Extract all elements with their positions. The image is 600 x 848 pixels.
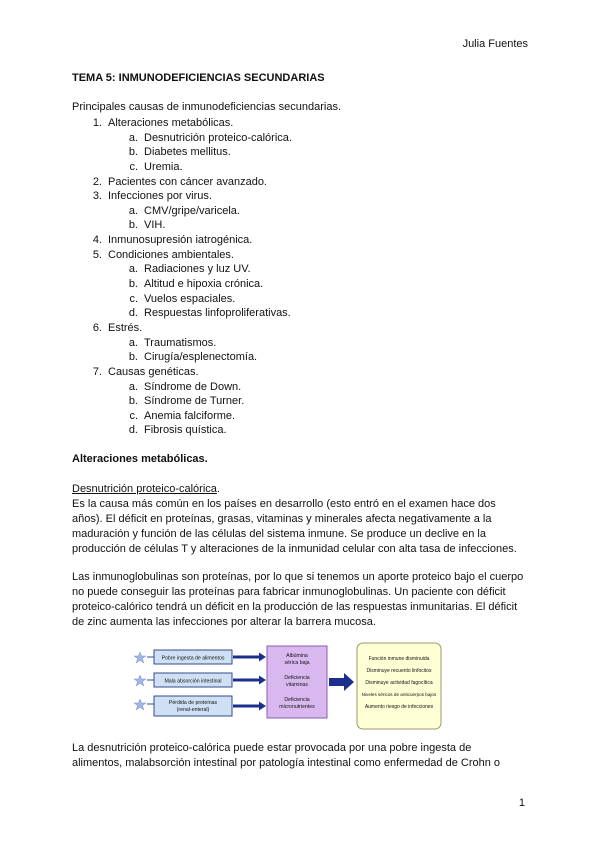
arrow — [329, 673, 354, 691]
list-subitem: b. Diabetes mellitus. — [128, 146, 231, 159]
paragraph-line: maduración y función de las células del sistema inmune. Se produce un declive en la — [72, 528, 486, 540]
cause-label: Pobre ingesta de alimentos — [161, 655, 225, 662]
paragraph-line: proteico-calórico tendrá un déficit en la producción de las respuestas inmunitarias. El déficit — [72, 601, 518, 613]
cause-label: (renal-enteral) — [176, 707, 210, 713]
paragraph-line: producción de células T y alteraciones de la inmunidad celular con alta tasa de infecciones. — [72, 543, 517, 555]
list-item: 2. Pacientes con cáncer avanzado. — [92, 175, 267, 188]
list-item: 3. Infecciones por virus. — [92, 190, 212, 203]
list-item: 5. Condiciones ambientales. — [92, 248, 234, 261]
list-item: 4. Inmunosupresión iatrogénica. — [92, 234, 253, 247]
list-subitem: a. Desnutrición proteico-calórica. — [128, 131, 292, 144]
list-subitem: a. Síndrome de Down. — [128, 380, 242, 393]
arrow — [233, 702, 266, 711]
page-number: 1 — [518, 797, 525, 809]
list-subitem: a. Traumatismos. — [128, 336, 217, 349]
paragraph-line: alimentos, malabsorción intestinal por patología intestinal como enfermedad de Crohn o — [72, 757, 501, 769]
paragraph-line: La desnutrición proteico-calórica puede estar provocada por una pobre ingesta de — [72, 742, 472, 754]
document-title: TEMA 5: INMUNODEFICIENCIAS SECUNDARIAS — [72, 72, 325, 84]
causes-list — [0, 116, 600, 438]
list-subitem: b. Síndrome de Turner. — [128, 395, 245, 408]
list-item: 7. Causas genéticas. — [92, 365, 199, 378]
list-subitem: b. Altitud e hipoxia crónica. — [128, 278, 264, 291]
effect-label: Disminuye recuento linfocitos — [366, 668, 432, 674]
malnutrition-diagram — [132, 640, 444, 732]
cause-box — [154, 696, 232, 716]
star-icon — [134, 699, 146, 710]
list-subitem: a. Radiaciones y luz UV. — [128, 263, 251, 276]
paragraph-2 — [72, 570, 532, 630]
deficit-label: Albúmina — [286, 653, 308, 659]
list-subitem: d. Respuestas linfoproliferativas. — [128, 307, 291, 320]
arrow — [233, 676, 266, 685]
paragraph-line: Es la causa más común en los países en desarrollo (esto entró en el examen hace dos — [72, 498, 496, 510]
star-icon — [134, 652, 146, 663]
list-subitem: b. VIH. — [128, 219, 166, 232]
list-subitem: c. Uremia. — [129, 160, 183, 173]
deficit-label: sérica baja — [284, 660, 310, 666]
paragraph-line: no puede conseguir las proteínas para fabricar inmunoglobulinas. Un paciente con déficit — [72, 586, 506, 598]
paragraph-line: Las inmunoglobulinas son proteínas, por lo que si tenemos un aporte proteico bajo el cuerpo — [72, 571, 524, 583]
deficit-label: Deficiencia — [284, 697, 310, 703]
list-subitem: c. Vuelos espaciales. — [129, 292, 236, 305]
deficit-label: micronutrientes — [279, 704, 315, 710]
effect-label: Niveles séricos de anticuerpos bajos — [361, 692, 437, 697]
paragraph-line: años). El déficit en proteínas, grasas, vitaminas y minerales afecta negativamente a la — [72, 513, 492, 525]
paragraph-line: de zinc aumenta las infecciones por alterar la barrera mucosa. — [72, 616, 376, 628]
effect-label: Aumento riesgo de infecciones — [364, 704, 434, 710]
arrow — [233, 653, 266, 662]
section-title: Alteraciones metabólicas. — [72, 453, 208, 465]
list-item: 1. Alteraciones metabólicas. — [92, 117, 234, 129]
effect-label: Función inmune disminuida — [368, 656, 430, 662]
cause-label: Pérdida de proteínas — [168, 700, 218, 706]
list-item: 6. Estrés. — [92, 321, 143, 334]
paragraph-1 — [72, 497, 532, 557]
star-icon — [134, 675, 146, 686]
list-subitem: b. Cirugía/esplenectomía. — [128, 351, 258, 364]
list-subitem: a. CMV/gripe/varicela. — [128, 204, 240, 217]
deficit-label: vitaminas — [286, 682, 308, 688]
effect-label: Disminuye actividad fagocítica — [365, 680, 433, 686]
cause-label: Mala absorción intestinal — [164, 678, 222, 685]
subsection-heading: Desnutrición proteico-calórica. — [72, 483, 220, 495]
list-subitem: c. Anemia falciforme. — [129, 409, 236, 422]
deficit-label: Deficiencia — [284, 675, 310, 681]
list-subitem: d. Fibrosis quística. — [128, 424, 227, 437]
header-author: Julia Fuentes — [462, 38, 528, 50]
paragraph-3 — [72, 741, 532, 771]
intro-text: Principales causas de inmunodeficiencias secundarias. — [72, 101, 342, 113]
